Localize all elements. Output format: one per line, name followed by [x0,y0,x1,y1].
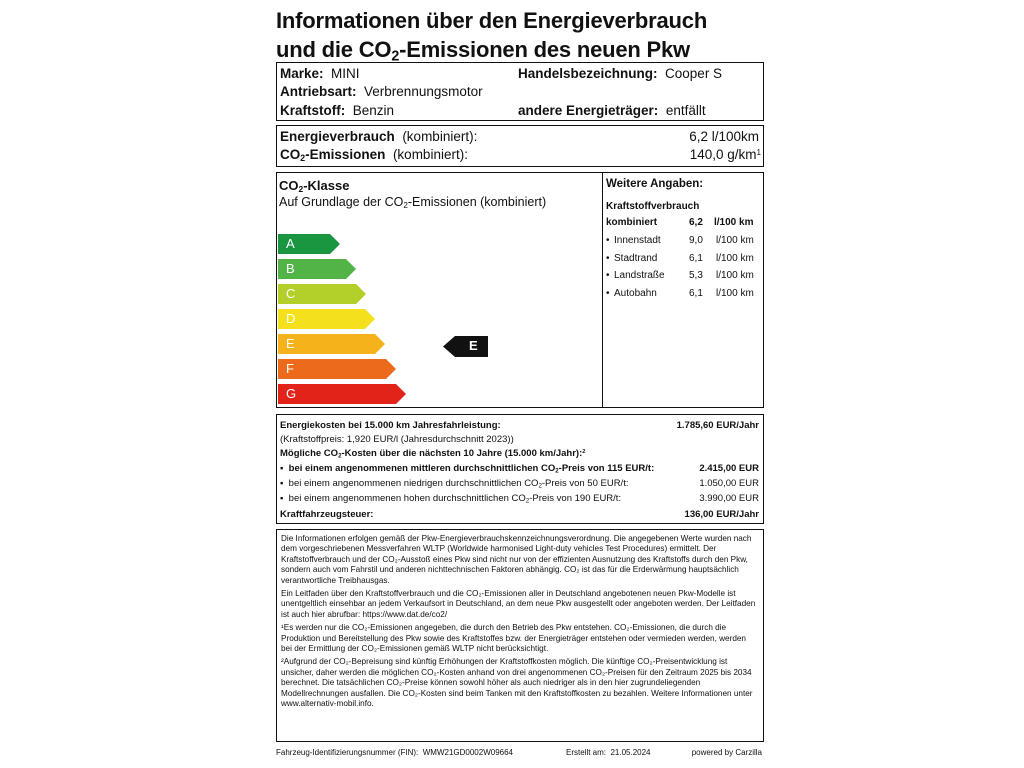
energy-consumption-label: Energieverbrauch (kombiniert): [280,129,478,144]
trade-name-row: Handelsbezeichnung: Cooper S [518,66,723,81]
co2-class-letter: A [286,236,295,251]
co2-cost-mid-label: ▪ bei einem angenommenen mittleren durchschnittlichen $CO_2$-Preis von 115 EUR/t: [280,463,655,475]
note-paragraph-1: Die Informationen erfolgen gemäß der Pkw-Energieverbrauchskennzeichnungsverordnung. Die angegebenen Werte wurden nach dem vorgeschriebenen Messverfahren WLTP (Worldwide harmonised Light-duty vehicles Test Procedures) ermittelt. Der Kraftstoffverbrauch und der CO₂-Ausstoß eines Pkw sind nicht nur von der effizienten Ausnutzung des Kraftstoffs durch den Pkw, sondern auch vom Fahrstil und anderen nichttechnischen Faktoren abhängig. CO₂ ist das für die Erderwärmung hauptsächlich verantwortliche Treibhausgas. [281,534,752,585]
combined-label: kombiniert [606,217,658,228]
co2-class-letter: C [286,286,296,301]
consumption-detail-unit: l/100 km [716,252,754,264]
consumption-detail-value: 6,1 [689,287,703,299]
consumption-box [276,125,764,167]
energy-cost-label: Energiekosten bei 15.000 km Jahresfahrleistung: [280,420,501,431]
co2-class-bar-d [278,309,375,329]
fuel-price: (Kraftstoffpreis: 1,920 EUR/l (Jahresdurchschnitt 2023)) [280,434,514,445]
fin-value: WMW21GD0002W09664 [422,748,513,757]
current-class-label: E [469,338,478,353]
consumption-detail-unit: l/100 km [716,270,754,281]
co2-class-letter: G [286,386,297,401]
energy-cost-value: 1.785,60 EUR/Jahr [676,420,759,431]
consumption-detail-value: 9,0 [689,235,703,246]
consumption-detail-value: 6,1 [689,252,703,264]
consumption-detail-unit: l/100 km [716,235,754,246]
co2-emissions-value: 140,0 $g/km^1$ [689,147,761,162]
co2-class-scale [277,173,603,407]
co2-class-bar-g [278,384,406,404]
co2-cost-low-value: 1.050,00 EUR [699,478,759,489]
note-paragraph-2: Ein Leitfaden über den Kraftstoffverbrauch und die CO₂-Emissionen aller in Deutschland angebotenen neuen Pkw-Modelle ist unentgeltlich einsehbar an jedem Verkaufsort in Deutschland, an dem neue Pkw ausgestellt oder angeboten werden. Der Leitfaden ist auch hier abrufbar: https://www.dat.de/co2/ [281,589,756,619]
more-info-panel [603,173,763,407]
created-date: Erstellt am: 21.05.2024 [566,748,651,757]
co2-class-letter: F [286,361,294,376]
co2-class-bar-f [278,359,396,379]
current-class-marker [443,336,488,357]
consumption-detail-unit: l/100 km [716,287,754,299]
title-line-1: Informationen über den Energieverbrauch [276,8,708,33]
title-line-2: und die $CO_2$-Emissionen des neuen Pkw [276,37,690,65]
co2-class-letter: B [286,261,295,276]
co2-class-letter: D [286,311,296,326]
co2-cost-high-label: ▪ bei einem angenommenen hohen durchschnittlichen $CO_2$-Preis von 190 EUR/t: [280,493,622,505]
consumption-detail-label: Landstraße [614,270,665,281]
possible-co2-costs-heading: Mögliche $CO_2$-Kosten über die nächsten 10 Jahre (15.000 km/Jahr):$^2$ [280,448,586,460]
trade-name-value: Cooper S [665,66,723,81]
bullet-icon: • [606,270,610,281]
co2-class-bar-b [278,259,356,279]
fuel-row: Kraftstoff: Benzin [280,103,395,118]
note-paragraph-3: ¹Es werden nur die CO₂-Emissionen angegeben, die durch den Betrieb des Pkw entstehen. CO₂-Emissionen, die durch die Produktion und Bereitstellung des Pkw sowie des Kraftstoffes bzw. der Energieträger entstehen oder vermieden werden, werden bei der Ermittlung der CO₂-Emissionen gemäß WLTP nicht berücksichtigt. [281,623,746,654]
combined-unit: l/100 km [714,217,754,228]
co2-class-bar-e [278,334,385,354]
note-paragraph-4: ²Aufgrund der CO₂-Bepreisung sind künftig Erhöhungen der Kraftstoffkosten möglich. Die künftige CO₂-Preisentwicklung ist unsicher, daher werden die möglichen CO₂-Kosten anhand von drei angenommenen CO₂-Preisen für den Zeitraum 2025 bis 2034 berechnet. Die tatsächlichen CO₂-Preise können sowohl höher als auch niedriger als in den hier zugrundeliegenden Modellrechnungen ausfallen. Die CO₂-Kosten sind beim Tanken mit den Kraftstoffkosten zu bezahlen. Weitere Informationen unter www.alternativ-mobil.info. [281,657,753,709]
co2-class-bar-a [278,234,340,254]
co2-class-heading: $CO_2$-Klasse [279,178,350,195]
co2-class-arrow-f [278,359,396,379]
other-energy-row: andere Energieträger: entfällt [518,103,706,118]
notes-box [276,529,764,742]
co2-class-letter: E [286,336,295,351]
costs-box [276,414,764,524]
co2-cost-high-value: 3.990,00 EUR [699,493,759,504]
brand-value: MINI [331,66,360,81]
bullet-icon: • [606,287,610,299]
energy-consumption-value: 6,2 l/100km [689,129,759,144]
fin: Fahrzeug-Identifizierungsnummer (FIN): WMW21GD0002W09664 [276,748,513,757]
more-info-heading: Weitere Angaben: [606,178,704,190]
bullet-icon: • [606,252,610,264]
bullet-icon: • [606,235,610,246]
co2-class-basis: Auf Grundlage der $CO_2$-Emissionen (kombiniert) [279,195,547,211]
vehicle-tax-label: Kraftfahrzeugsteuer: [280,509,374,520]
co2-cost-mid-value: 2.415,00 EUR [699,463,759,474]
vehicle-info-box [276,62,764,121]
co2-class-arrow-g [278,384,406,404]
consumption-detail-label: Innenstadt [614,235,661,246]
consumption-detail-label: Stadtrand [614,252,658,264]
other-energy-value: entfällt [665,103,706,118]
co2-class-box [276,172,764,408]
combined-value: 6,2 [689,217,703,228]
vehicle-tax-value: 136,00 EUR/Jahr [684,509,759,520]
brand-row: Marke: MINI [280,66,360,81]
co2-emissions-label: $CO_2$-Emissionen (kombiniert): [280,147,468,164]
consumption-detail-value: 5,3 [689,270,703,281]
drive-type-row: Antriebsart: Verbrennungsmotor [280,84,483,99]
fuel-consumption-heading: Kraftstoffverbrauch [606,201,700,212]
drive-type-value: Verbrennungsmotor [364,84,483,99]
co2-class-bar-c [278,284,366,304]
fuel-value: Benzin [352,103,395,118]
powered-by: powered by Carzilla [691,748,762,757]
consumption-detail-label: Autobahn [614,287,657,299]
co2-cost-low-label: ▪ bei einem angenommenen niedrigen durchschnittlichen $CO_2$-Preis von 50 EUR/t: [280,478,629,490]
